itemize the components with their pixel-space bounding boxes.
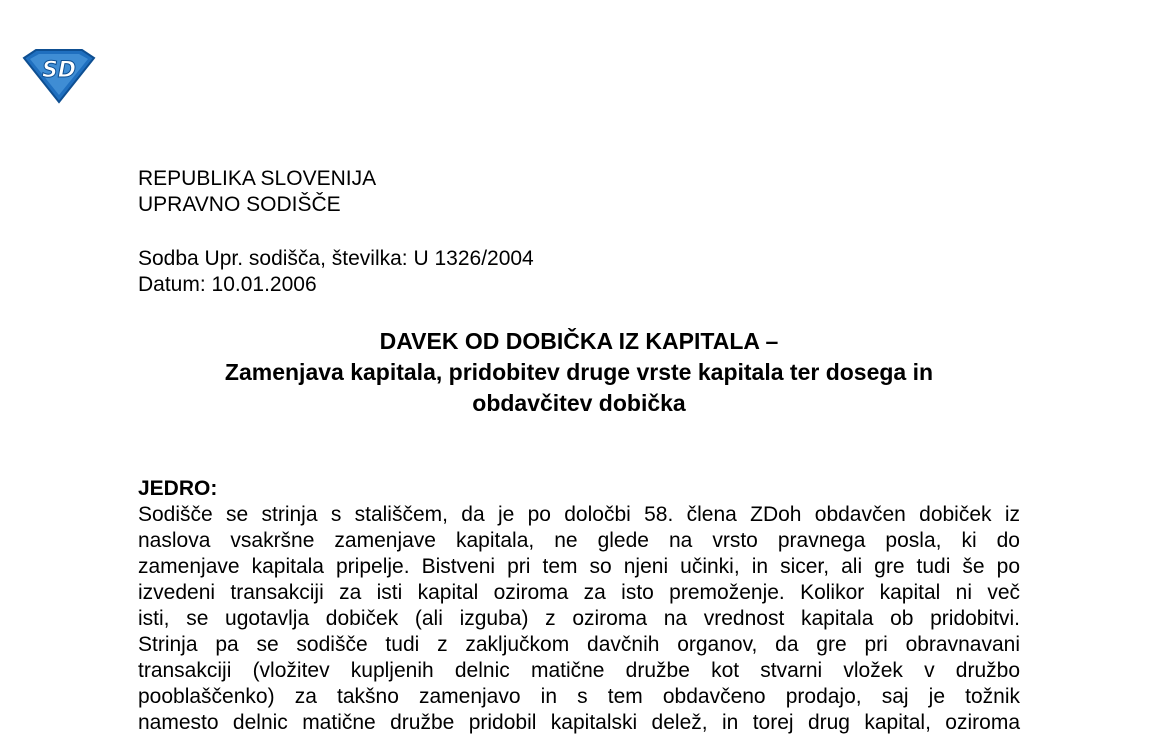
shield-logo-icon <box>22 48 96 104</box>
court-logo <box>22 48 96 104</box>
case-info <box>138 246 534 298</box>
core-line: transakciji (vložitev kupljenih delnic matične družbe kot stvarni vložek v družbo <box>138 659 1020 682</box>
core-line: pooblaščenko) za takšno zamenjavo in s tem obdavčeno prodajo, saj je tožnik <box>138 685 1020 708</box>
core-line: naslova vsakršne zamenjave kapitala, ne glede na vrsto pravnega posla, ki do <box>138 529 1020 552</box>
core-line: izvedeni transakciji za isti kapital oziroma za isto premoženje. Kolikor kapital ni več <box>138 581 1020 604</box>
core-line: zamenjave kapitala pripelje. Bistveni pri tem so njeni učinki, in sicer, ali gre tudi še po <box>138 555 1020 578</box>
title-line-1: DAVEK OD DOBIČKA IZ KAPITALA – <box>379 328 779 354</box>
court-header <box>138 166 376 218</box>
core-line: Strinja pa se sodišče tudi z zaključkom davčnih organov, da gre pri obravnavani <box>138 633 1020 656</box>
country-name: REPUBLIKA SLOVENIJA <box>138 167 377 190</box>
title-line-3: obdavčitev dobička <box>472 390 686 416</box>
document-title <box>138 326 1020 419</box>
core-line: namesto delnic matične družbe pridobil kapitalski delež, in torej drug kapital, oziroma <box>138 711 1020 734</box>
case-date: Datum: 10.01.2006 <box>138 273 317 296</box>
core-heading: JEDRO: <box>138 477 218 500</box>
core-paragraph <box>138 502 1020 736</box>
logo-letters: SD <box>41 58 77 83</box>
title-line-2: Zamenjava kapitala, pridobitev druge vrste kapitala ter dosega in <box>224 359 934 385</box>
core-line: Sodišče se strinja s stališčem, da je po določbi 58. člena ZDoh obdavčen dobiček iz <box>138 503 1020 526</box>
core-line: isti, se ugotavlja dobiček (ali izguba) z oziroma na vrednost kapitala ob pridobitvi. <box>138 607 1020 630</box>
court-name: UPRAVNO SODIŠČE <box>138 193 341 216</box>
case-number: Sodba Upr. sodišča, številka: U 1326/2004 <box>138 247 534 270</box>
